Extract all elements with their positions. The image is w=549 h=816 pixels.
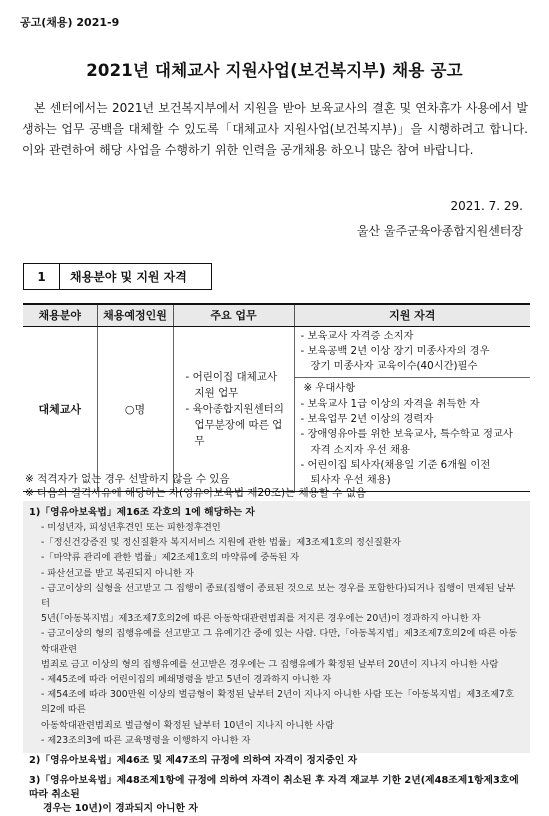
duty-line: - 어린이집 대체교사 (185, 370, 278, 383)
qual-line: - 장애영유아를 위한 보육교사, 특수학교 정교사 (300, 428, 513, 441)
disq-item: - 제45조에 따라 어린이집의 폐쇄명령을 받고 5년이 경과하지 아니한 자 (41, 674, 332, 686)
disq-heading-2: 2)「영유아보육법」제46조 및 제47조의 규정에 의하여 자격이 정지중인 자 (29, 755, 358, 767)
page-title: 2021년 대체교사 지원사업(보건복지부) 채용 공고 (86, 61, 463, 80)
qual-line: - 어린이집 퇴사자(채용일 기준 6개월 이전 (300, 458, 491, 471)
qual-line: 퇴사자 우선 채용) (310, 474, 391, 487)
cell-qualification (294, 326, 530, 492)
notes (25, 472, 366, 500)
duty-line: 업무분장에 따른 업무 (194, 418, 283, 447)
document-number: 공고(채용) 2021-9 (20, 16, 120, 29)
disq-item: 5년(「아동복지법」제3조제7호의2에 따른 아동학대관련범죄를 저지른 경우에는 20년)이 경과하지 아니한 자 (41, 613, 481, 625)
section-number: 1 (23, 263, 60, 290)
disq-item: -「정신건강증진 및 정신질환자 복지서비스 지원에 관한 법률」제3조제1호의 정신질환자 (41, 537, 401, 549)
qual-line: 장기 미종사자 교육이수(40시간)필수 (310, 360, 478, 373)
qual-line: - 보육업무 2년 이상의 경력자 (300, 412, 434, 425)
disq-item: - 금고이상의 형의 집행유예를 선고받고 그 유예기간 중에 있는 사람. 다만,「아동복지법」제3조제7호의2에 따른 아동학대관련 (41, 628, 518, 655)
qual-divider (295, 377, 531, 378)
qual-preference-title: ※ 우대사항 (303, 382, 356, 395)
disqualification-box (23, 501, 530, 815)
header-count: 채용예정인원 (97, 304, 173, 326)
cell-duties (173, 326, 294, 492)
disq-item: -「마약류 관리에 관한 법률」제2조제1호의 마약류에 중독된 자 (41, 552, 300, 564)
note-line: ※ 적격자가 없는 경우 선발하지 않을 수 있음 (25, 473, 230, 485)
cell-field: 대체교사 (23, 326, 97, 492)
intro-text: 본 센터에서는 2021년 보건복지부에서 지원을 받아 보육교사의 결혼 및 연차휴가 사용에서 발생하는 업무 공백을 대체할 수 있도록「대체교사 지원사업(보건복지부)」을 시행하려고 합니다. 이와 관련하여 해당 사업을 수행하기 위한 인력을 공개채용 하오니 많은 참여 바랍니다. (22, 101, 528, 157)
recruitment-table (23, 303, 530, 492)
header-field: 채용분야 (23, 304, 97, 326)
disq-item: - 제23조의3에 따른 교육명령을 이행하지 아니한 자 (41, 734, 251, 746)
disq-item: 범죄로 금고 이상의 형의 집행유예를 선고받은 경우에는 그 집행유예가 확정된 날부터 20년이 지나지 아니한 사람 (41, 658, 499, 670)
disq-heading-3: 3)「영유아보육법」제48조제1항에 규정에 의하여 자격이 취소된 후 자격 재교부 기한 2년(제48조제1항제3호에 따라 취소된 (29, 775, 519, 801)
intro-paragraph (22, 98, 528, 161)
qual-line: - 보육공백 2년 이상 장기 미종사자의 경우 (300, 344, 490, 357)
disq-item: - 금고이상의 실형을 선고받고 그 집행이 종료(집행이 종료된 것으로 보는 경우를 포함한다)되거나 집행이 면제된 날부터 (41, 582, 516, 610)
qual-line: - 보육교사 자격증 소지자 (300, 329, 414, 342)
issue-date: 2021. 7. 29. (450, 199, 523, 213)
disq-item: 아동학대관련범죄로 벌금형이 확정된 날부터 10년이 지나지 아니한 사람 (41, 719, 334, 731)
header-qualification: 지원 자격 (294, 304, 530, 326)
cell-count: ○명 (97, 326, 173, 492)
disq-item: - 제54조에 따라 300만원 이상의 벌금형이 확정된 날부터 2년이 지나지 아니한 사람 또는「아동복지법」제3조제7호의2에 따른 (41, 689, 514, 716)
section-label: 채용분야 및 지원 자격 (60, 263, 212, 290)
disq-item: - 미성년자, 피성년후견인 또는 피한정후견인 (41, 522, 221, 533)
qual-line: 자격 소지자 우선 채용 (310, 443, 410, 456)
duty-line: - 육아종합지원센터의 (185, 402, 284, 415)
section-heading (23, 263, 212, 290)
qual-line: - 보육교사 1급 이상의 자격을 취득한 자 (300, 397, 480, 410)
table-header-row (23, 304, 530, 326)
note-line: ※ 다음의 결격사유에 해당하는 자(영유아보육법 제20조)는 채용할 수 없음 (25, 487, 367, 499)
duty-line: 지원 업무 (194, 386, 239, 399)
header-duties: 주요 업무 (173, 304, 294, 326)
disq-item: - 파산선고를 받고 복권되지 아니한 자 (41, 567, 194, 579)
table-row (23, 326, 530, 492)
disq-heading-3-cont: 경우는 10년)이 경과되지 아니한 자 (43, 803, 198, 815)
issuer-org: 울산 울주군육아종합지원센터장 (356, 224, 523, 238)
disq-heading-1: 1)「영유아보육법」제16조 각호의 1에 해당하는 자 (29, 507, 255, 518)
